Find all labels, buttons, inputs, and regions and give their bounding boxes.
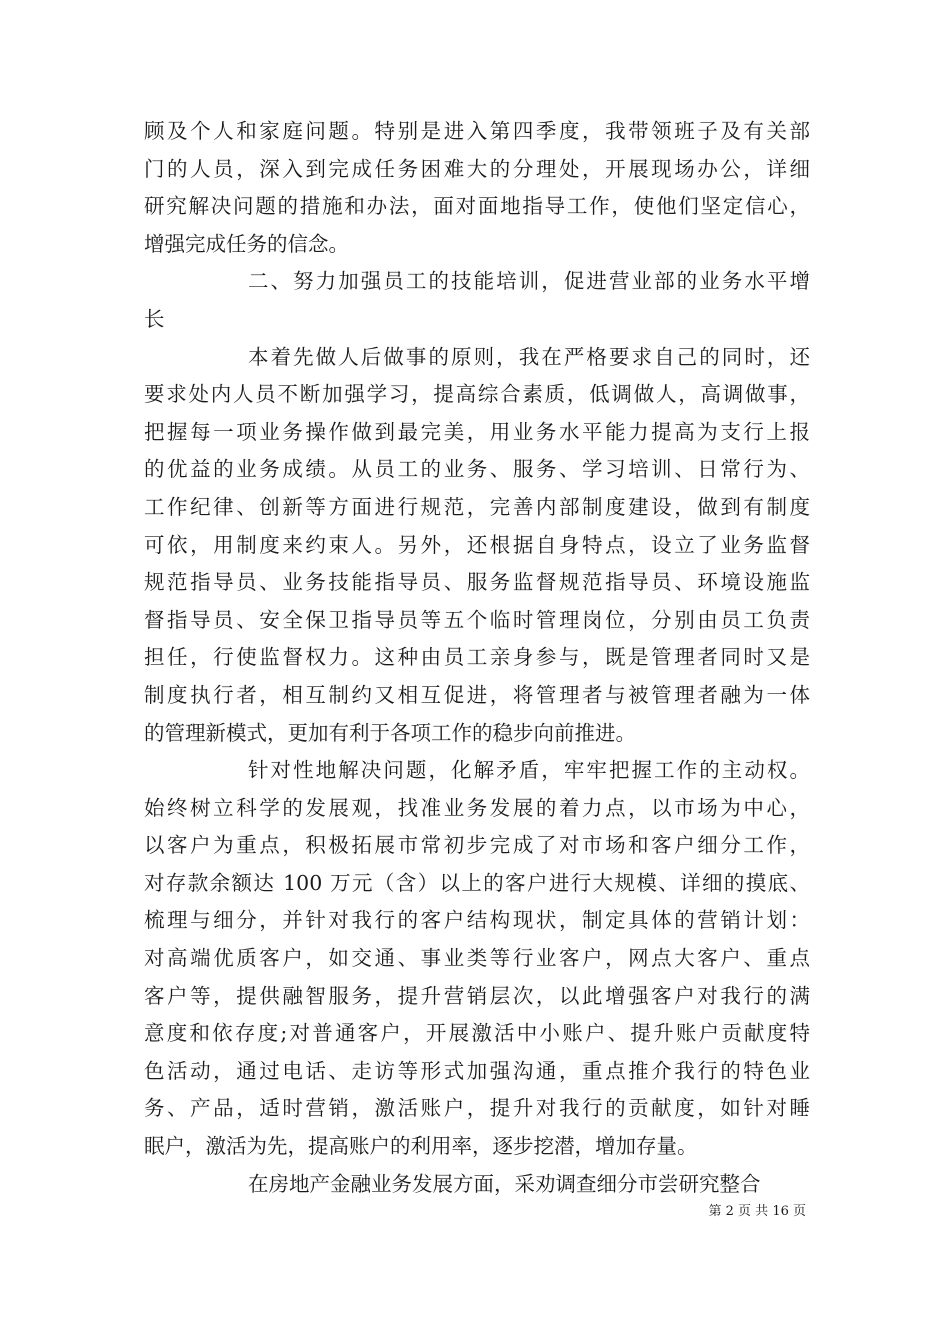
text-line: 始终树立科学的发展观，找准业务发展的着力点，以市场为中心， bbox=[144, 795, 810, 820]
text-line: 担任，行使监督权力。这种由员工亲身参与，既是管理者同时又是 bbox=[144, 645, 810, 670]
text-line: 把握每一项业务操作做到最完美，用业务水平能力提高为支行上报 bbox=[144, 419, 810, 444]
document-body bbox=[144, 113, 810, 1203]
text-line: 意度和依存度;对普通客户，开展激活中小账户、提升账户贡献度特 bbox=[144, 1021, 810, 1046]
paragraph bbox=[144, 1166, 810, 1204]
text-line: 针对性地解决问题，化解矛盾，牢牢把握工作的主动权。 bbox=[248, 758, 810, 783]
text-line: 梳理与细分，并针对我行的客户结构现状，制定具体的营销计划： bbox=[144, 908, 810, 933]
text-line: 督指导员、安全保卫指导员等五个临时管理岗位，分别由员工负责 bbox=[144, 607, 810, 632]
text-line: 二、努力加强员工的技能培训，促进营业部的业务水平增 bbox=[248, 269, 810, 294]
text-line: 的管理新模式，更加有利于各项工作的稳步向前推进。 bbox=[144, 720, 636, 745]
text-line: 对存款余额达 100 万元（含）以上的客户进行大规模、详细的摸底、 bbox=[144, 870, 810, 895]
text-line: 客户等，提供融智服务，提升营销层次，以此增强客户对我行的满 bbox=[144, 983, 810, 1008]
paragraph bbox=[144, 113, 810, 263]
text-line: 色活动，通过电话、走访等形式加强沟通，重点推介我行的特色业 bbox=[144, 1058, 810, 1083]
text-line: 要求处内人员不断加强学习，提高综合素质，低调做人，高调做事， bbox=[144, 382, 810, 407]
paragraph bbox=[144, 263, 810, 338]
text-line: 在房地产金融业务发展方面，采劝调查细分市尝研究整合 bbox=[248, 1171, 761, 1196]
text-line: 务、产品，适时营销，激活账户，提升对我行的贡献度，如针对睡 bbox=[144, 1096, 810, 1121]
text-line: 以客户为重点，积极拓展市常初步完成了对市场和客户细分工作， bbox=[144, 833, 810, 858]
text-line: 本着先做人后做事的原则，我在严格要求自己的同时，还 bbox=[248, 344, 810, 369]
text-line: 门的人员，深入到完成任务困难大的分理处，开展现场办公，详细 bbox=[144, 156, 810, 181]
text-line: 长 bbox=[144, 306, 165, 331]
text-line: 眠户，激活为先，提高账户的利用率，逐步挖潜，增加存量。 bbox=[144, 1134, 698, 1159]
text-line: 制度执行者，相互制约又相互促进，将管理者与被管理者融为一体 bbox=[144, 682, 810, 707]
text-line: 增强完成任务的信念。 bbox=[144, 231, 349, 256]
text-line: 研究解决问题的措施和办法，面对面地指导工作，使他们坚定信心， bbox=[144, 194, 810, 219]
text-line: 可依，用制度来约束人。另外，还根据自身特点，设立了业务监督 bbox=[144, 532, 810, 557]
text-line: 工作纪律、创新等方面进行规范，完善内部制度建设，做到有制度 bbox=[144, 494, 810, 519]
text-line: 对高端优质客户，如交通、事业类等行业客户，网点大客户、重点 bbox=[144, 946, 810, 971]
paragraph bbox=[144, 339, 810, 753]
paragraph bbox=[144, 752, 810, 1166]
page-number-footer: 第 2 页 共 16 页 bbox=[708, 1204, 806, 1219]
text-line: 的优益的业务成绩。从员工的业务、服务、学习培训、日常行为、 bbox=[144, 457, 810, 482]
text-line: 规范指导员、业务技能指导员、服务监督规范指导员、环境设施监 bbox=[144, 570, 810, 595]
text-line: 顾及个人和家庭问题。特别是进入第四季度，我带领班子及有关部 bbox=[144, 119, 810, 143]
